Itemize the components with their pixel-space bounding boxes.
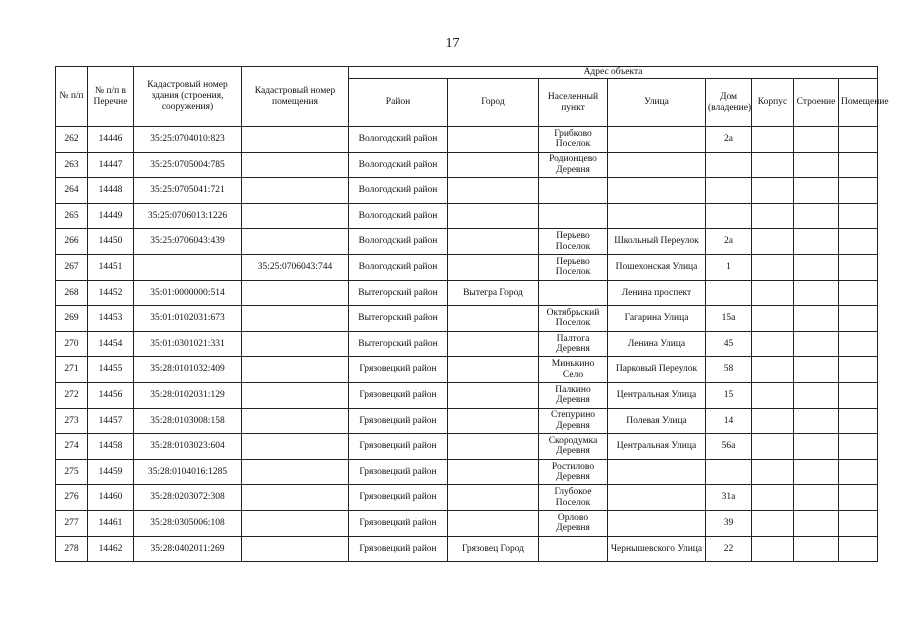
cell-room-cadastral	[242, 382, 349, 408]
cell-room	[839, 536, 878, 562]
cell-locality: Минькино Село	[539, 357, 608, 383]
cell-district: Грязовецкий район	[349, 536, 448, 562]
cell-house	[706, 203, 752, 229]
cell-house	[706, 178, 752, 204]
cell-street	[608, 510, 706, 536]
header-city: Город	[448, 79, 539, 127]
table-row	[56, 203, 878, 229]
cell-locality: Глубокое Поселок	[539, 485, 608, 511]
cell-district: Вологодский район	[349, 254, 448, 280]
cell-building	[794, 459, 839, 485]
cell-street: Ленина Улица	[608, 331, 706, 357]
cell-district: Грязовецкий район	[349, 459, 448, 485]
cell-street	[608, 459, 706, 485]
cell-district: Грязовецкий район	[349, 510, 448, 536]
cell-room-cadastral	[242, 510, 349, 536]
cell-list-num: 14452	[88, 280, 134, 306]
cell-room-cadastral	[242, 152, 349, 178]
cell-room	[839, 306, 878, 332]
cell-building-cadastral: 35:28:0104016:1285	[134, 459, 242, 485]
cell-street: Школьный Переулок	[608, 229, 706, 255]
cell-room-cadastral	[242, 203, 349, 229]
cell-city	[448, 382, 539, 408]
cell-num: 277	[56, 510, 88, 536]
cell-house: 2а	[706, 127, 752, 153]
header-building-cadastral: Кадастровый номер здания (строения, сооружения)	[134, 67, 242, 127]
cell-house: 58	[706, 357, 752, 383]
cell-city: Грязовец Город	[448, 536, 539, 562]
cell-room	[839, 459, 878, 485]
cell-district: Вытегорский район	[349, 280, 448, 306]
cell-list-num: 14455	[88, 357, 134, 383]
table-header	[56, 67, 889, 127]
cell-district: Грязовецкий район	[349, 357, 448, 383]
cell-district: Вытегорский район	[349, 331, 448, 357]
cell-district: Вологодский район	[349, 178, 448, 204]
cell-house: 2а	[706, 229, 752, 255]
cell-locality	[539, 536, 608, 562]
cell-list-num: 14456	[88, 382, 134, 408]
table-row	[56, 510, 878, 536]
cell-district: Вологодский район	[349, 229, 448, 255]
cell-list-num: 14447	[88, 152, 134, 178]
cell-building-cadastral: 35:01:0102031:673	[134, 306, 242, 332]
cell-num: 275	[56, 459, 88, 485]
cell-num: 278	[56, 536, 88, 562]
cell-building	[794, 280, 839, 306]
cell-locality: Октябрьский Поселок	[539, 306, 608, 332]
cell-room	[839, 280, 878, 306]
header-list-num: № п/п в Перечне	[88, 67, 134, 127]
cell-locality	[539, 203, 608, 229]
cell-street	[608, 178, 706, 204]
cell-room-cadastral	[242, 178, 349, 204]
cell-building	[794, 485, 839, 511]
cell-list-num: 14449	[88, 203, 134, 229]
cell-list-num: 14462	[88, 536, 134, 562]
header-room: Помещение	[839, 79, 878, 127]
cell-block	[752, 229, 794, 255]
table-row	[56, 408, 878, 434]
cell-building-cadastral: 35:28:0305006:108	[134, 510, 242, 536]
cell-room-cadastral: 35:25:0706043:744	[242, 254, 349, 280]
cell-room-cadastral	[242, 280, 349, 306]
table-row	[56, 152, 878, 178]
cell-list-num: 14461	[88, 510, 134, 536]
cell-building-cadastral: 35:28:0103023:604	[134, 434, 242, 460]
cell-locality: Палкино Деревня	[539, 382, 608, 408]
cell-street: Чернышевского Улица	[608, 536, 706, 562]
cell-building	[794, 357, 839, 383]
cell-city	[448, 357, 539, 383]
cell-house: 22	[706, 536, 752, 562]
cell-list-num: 14459	[88, 459, 134, 485]
cell-city	[448, 203, 539, 229]
cell-list-num: 14457	[88, 408, 134, 434]
cell-num: 274	[56, 434, 88, 460]
cell-building	[794, 229, 839, 255]
cell-building	[794, 152, 839, 178]
cell-room	[839, 178, 878, 204]
cell-list-num: 14448	[88, 178, 134, 204]
cell-building	[794, 382, 839, 408]
cell-building-cadastral: 35:01:0301021:331	[134, 331, 242, 357]
header-num: № п/п	[56, 67, 88, 127]
cell-list-num: 14460	[88, 485, 134, 511]
page-number: 17	[445, 36, 460, 51]
header-district: Район	[349, 79, 448, 127]
cell-room	[839, 127, 878, 153]
cell-city	[448, 485, 539, 511]
cell-room-cadastral	[242, 459, 349, 485]
cell-block	[752, 382, 794, 408]
cell-street: Пошехонская Улица	[608, 254, 706, 280]
cell-block	[752, 127, 794, 153]
header-house: Дом (владение)	[706, 79, 752, 127]
cell-block	[752, 408, 794, 434]
cell-building-cadastral: 35:25:0705004:785	[134, 152, 242, 178]
cell-building-cadastral: 35:28:0203072:308	[134, 485, 242, 511]
header-block: Корпус	[752, 79, 794, 127]
cell-house: 56а	[706, 434, 752, 460]
cell-building	[794, 254, 839, 280]
header-locality: Населенный пункт	[539, 79, 608, 127]
cell-building	[794, 331, 839, 357]
cell-house	[706, 280, 752, 306]
cell-list-num: 14446	[88, 127, 134, 153]
cell-building	[794, 306, 839, 332]
cell-city	[448, 408, 539, 434]
cell-building	[794, 127, 839, 153]
cell-district: Грязовецкий район	[349, 408, 448, 434]
table-row	[56, 229, 878, 255]
cell-locality: Степурино Деревня	[539, 408, 608, 434]
cell-num: 263	[56, 152, 88, 178]
cell-city	[448, 434, 539, 460]
cell-city	[448, 254, 539, 280]
cell-district: Вологодский район	[349, 203, 448, 229]
header-room-cadastral: Кадастровый номер помещения	[242, 67, 349, 127]
cell-block	[752, 254, 794, 280]
cell-city	[448, 178, 539, 204]
cell-num: 264	[56, 178, 88, 204]
cell-street	[608, 127, 706, 153]
cell-city	[448, 510, 539, 536]
cell-building-cadastral: 35:28:0103008:158	[134, 408, 242, 434]
cell-district: Вологодский район	[349, 127, 448, 153]
cell-room-cadastral	[242, 485, 349, 511]
cell-block	[752, 434, 794, 460]
cell-street	[608, 152, 706, 178]
cell-locality: Родионцево Деревня	[539, 152, 608, 178]
table-row	[56, 459, 878, 485]
cell-locality: Перьево Поселок	[539, 254, 608, 280]
cell-block	[752, 178, 794, 204]
table-row	[56, 536, 878, 562]
cell-num: 271	[56, 357, 88, 383]
cell-building	[794, 408, 839, 434]
cell-street: Ленина проспект	[608, 280, 706, 306]
table-row	[56, 306, 878, 332]
cell-building-cadastral: 35:25:0706043:439	[134, 229, 242, 255]
cell-city	[448, 459, 539, 485]
cell-district: Вытегорский район	[349, 306, 448, 332]
cell-street: Парковый Переулок	[608, 357, 706, 383]
cell-street	[608, 485, 706, 511]
cell-locality: Ростилово Деревня	[539, 459, 608, 485]
cell-street: Полевая Улица	[608, 408, 706, 434]
cell-list-num: 14450	[88, 229, 134, 255]
header-street: Улица	[608, 79, 706, 127]
table-row	[56, 357, 878, 383]
cell-room-cadastral	[242, 306, 349, 332]
cell-block	[752, 280, 794, 306]
cell-room	[839, 229, 878, 255]
cell-building	[794, 203, 839, 229]
cell-num: 276	[56, 485, 88, 511]
cell-room-cadastral	[242, 536, 349, 562]
cell-building-cadastral: 35:01:0000000:514	[134, 280, 242, 306]
cell-block	[752, 357, 794, 383]
registry-table	[55, 66, 889, 562]
cell-district: Грязовецкий район	[349, 434, 448, 460]
cell-house	[706, 152, 752, 178]
cell-building-cadastral: 35:28:0402011:269	[134, 536, 242, 562]
cell-building-cadastral: 35:25:0705041:721	[134, 178, 242, 204]
cell-locality	[539, 178, 608, 204]
cell-locality: Перьево Поселок	[539, 229, 608, 255]
cell-room-cadastral	[242, 357, 349, 383]
cell-num: 267	[56, 254, 88, 280]
cell-num: 270	[56, 331, 88, 357]
cell-building-cadastral: 35:28:0102031:129	[134, 382, 242, 408]
table-row	[56, 178, 878, 204]
cell-list-num: 14458	[88, 434, 134, 460]
cell-house: 1	[706, 254, 752, 280]
cell-block	[752, 152, 794, 178]
header-building: Строение	[794, 79, 839, 127]
cell-room	[839, 254, 878, 280]
cell-city: Вытегра Город	[448, 280, 539, 306]
cell-city	[448, 229, 539, 255]
cell-room-cadastral	[242, 331, 349, 357]
cell-street: Центральная Улица	[608, 434, 706, 460]
cell-city	[448, 152, 539, 178]
cell-num: 272	[56, 382, 88, 408]
cell-house: 31а	[706, 485, 752, 511]
cell-num: 266	[56, 229, 88, 255]
table-row	[56, 254, 878, 280]
cell-locality: Скородумка Деревня	[539, 434, 608, 460]
cell-street	[608, 203, 706, 229]
cell-district: Грязовецкий район	[349, 485, 448, 511]
cell-house	[706, 459, 752, 485]
cell-block	[752, 331, 794, 357]
cell-block	[752, 459, 794, 485]
cell-room	[839, 434, 878, 460]
cell-building	[794, 434, 839, 460]
cell-street: Центральная Улица	[608, 382, 706, 408]
cell-room-cadastral	[242, 127, 349, 153]
cell-room	[839, 510, 878, 536]
cell-room	[839, 203, 878, 229]
cell-city	[448, 127, 539, 153]
cell-room	[839, 485, 878, 511]
cell-building-cadastral: 35:28:0101032:409	[134, 357, 242, 383]
table-row	[56, 331, 878, 357]
cell-building-cadastral: 35:25:0706013:1226	[134, 203, 242, 229]
cell-list-num: 14451	[88, 254, 134, 280]
cell-list-num: 14454	[88, 331, 134, 357]
cell-room	[839, 152, 878, 178]
cell-building-cadastral	[134, 254, 242, 280]
cell-building	[794, 510, 839, 536]
cell-city	[448, 306, 539, 332]
cell-locality	[539, 280, 608, 306]
cell-num: 273	[56, 408, 88, 434]
cell-locality: Палтога Деревня	[539, 331, 608, 357]
cell-building-cadastral: 35:25:0704010:823	[134, 127, 242, 153]
cell-street: Гагарина Улица	[608, 306, 706, 332]
cell-block	[752, 485, 794, 511]
cell-room	[839, 357, 878, 383]
cell-room-cadastral	[242, 434, 349, 460]
header-address-group: Адрес объекта	[349, 67, 878, 79]
cell-city	[448, 331, 539, 357]
cell-house: 14	[706, 408, 752, 434]
cell-house: 15	[706, 382, 752, 408]
cell-room	[839, 331, 878, 357]
cell-block	[752, 203, 794, 229]
cell-district: Грязовецкий район	[349, 382, 448, 408]
table-row	[56, 280, 878, 306]
cell-locality: Грибково Поселок	[539, 127, 608, 153]
cell-district: Вологодский район	[349, 152, 448, 178]
table-body	[56, 127, 878, 562]
cell-block	[752, 510, 794, 536]
cell-room-cadastral	[242, 408, 349, 434]
table-row	[56, 382, 878, 408]
cell-num: 268	[56, 280, 88, 306]
cell-num: 269	[56, 306, 88, 332]
cell-block	[752, 306, 794, 332]
table-row	[56, 127, 878, 153]
cell-num: 262	[56, 127, 88, 153]
cell-room	[839, 382, 878, 408]
cell-building	[794, 178, 839, 204]
cell-num: 265	[56, 203, 88, 229]
cell-house: 45	[706, 331, 752, 357]
cell-locality: Орлово Деревня	[539, 510, 608, 536]
cell-building	[794, 536, 839, 562]
cell-room	[839, 408, 878, 434]
cell-house: 39	[706, 510, 752, 536]
table-row	[56, 434, 878, 460]
cell-room-cadastral	[242, 229, 349, 255]
cell-block	[752, 536, 794, 562]
cell-house: 15а	[706, 306, 752, 332]
cell-list-num: 14453	[88, 306, 134, 332]
table-row	[56, 485, 878, 511]
